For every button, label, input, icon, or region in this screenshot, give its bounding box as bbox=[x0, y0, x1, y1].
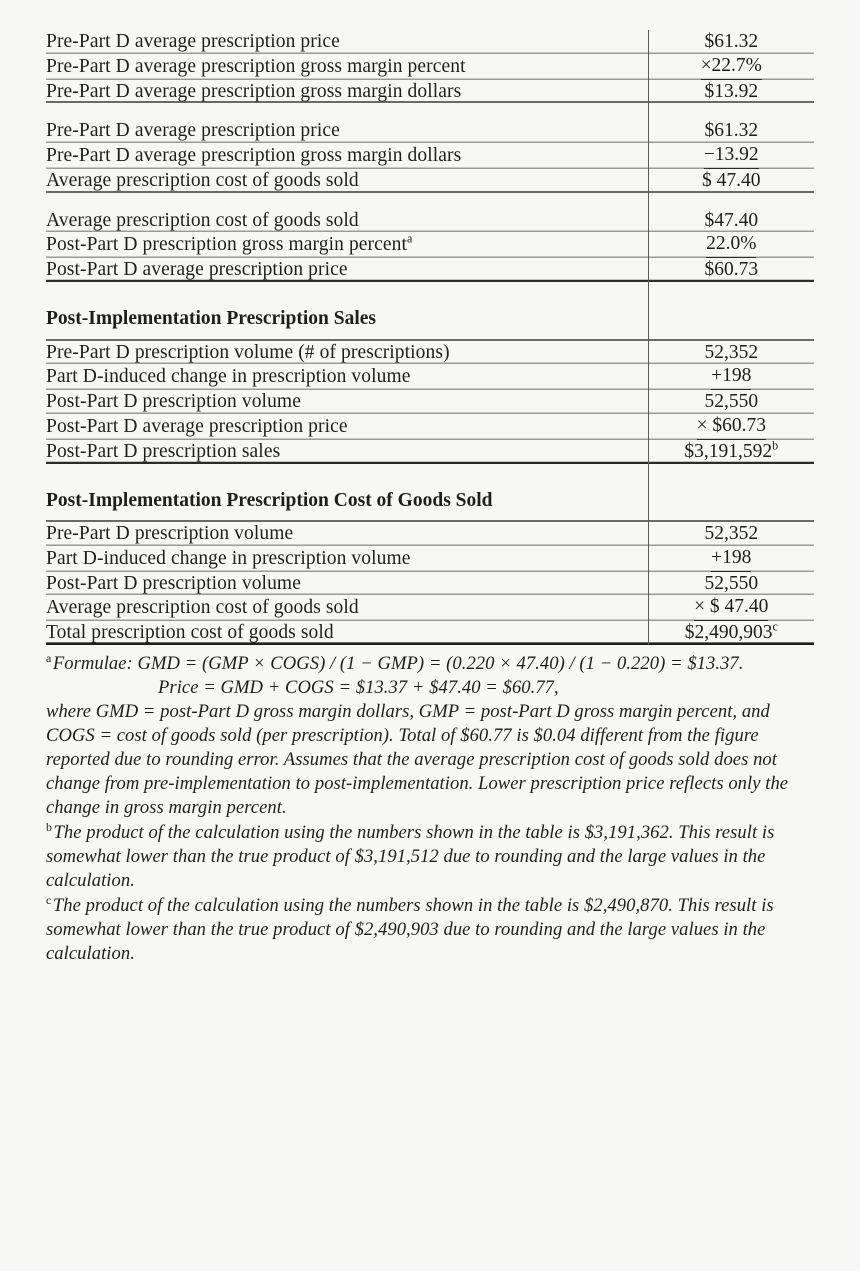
row-value-text: ×22.7% bbox=[701, 54, 762, 80]
footnote-reference-icon: a bbox=[407, 231, 413, 246]
group-spacer-value-cell bbox=[648, 103, 814, 119]
row-value bbox=[648, 621, 814, 645]
table-row bbox=[46, 595, 814, 621]
row-value bbox=[648, 169, 814, 193]
row-label: Part D-induced change in prescription volume bbox=[46, 364, 648, 390]
section-header-label: Post-Implementation Prescription Sales bbox=[46, 298, 648, 341]
row-value bbox=[648, 414, 814, 440]
table-row bbox=[46, 390, 814, 414]
row-value-text: 52,352 bbox=[704, 523, 759, 545]
footnote-b bbox=[46, 821, 818, 893]
section-header-row bbox=[46, 298, 814, 341]
row-label: Pre-Part D average prescription gross margin dollars bbox=[46, 143, 648, 169]
row-label: Pre-Part D average prescription gross margin percent bbox=[46, 54, 648, 80]
table-row bbox=[46, 169, 814, 193]
table-row bbox=[46, 522, 814, 546]
footnote-c-marker: c bbox=[46, 892, 52, 907]
group-spacer bbox=[46, 282, 814, 298]
footnote-a-marker: a bbox=[46, 650, 52, 665]
table-row bbox=[46, 209, 814, 233]
row-value-text: $60.73 bbox=[704, 259, 759, 281]
table-row bbox=[46, 621, 814, 645]
row-value-text: × $ 47.40 bbox=[694, 595, 768, 621]
group-spacer-label-cell bbox=[46, 464, 648, 480]
group-spacer bbox=[46, 103, 814, 119]
row-label: Post-Part D prescription sales bbox=[46, 440, 648, 464]
row-value bbox=[648, 364, 814, 390]
table-row bbox=[46, 119, 814, 143]
row-value bbox=[648, 341, 814, 365]
footnote-a-formula-line-1: Formulae: GMD = (GMP × COGS) / (1 − GMP) = (0.220 × 47.40) / (1 − 0.220) = $13.37. bbox=[52, 652, 744, 674]
row-value bbox=[648, 80, 814, 104]
row-value bbox=[648, 258, 814, 282]
group-spacer bbox=[46, 464, 814, 480]
footnote-c-body: The product of the calculation using the numbers shown in the table is $2,490,870. This result is somewhat lower than the true product of $2,490,903 due to rounding and the large values in the calculation. bbox=[46, 894, 774, 964]
table-row bbox=[46, 572, 814, 596]
table-row bbox=[46, 30, 814, 54]
row-value-text: $2,490,903 bbox=[684, 622, 773, 644]
row-label: Post-Part D prescription volume bbox=[46, 572, 648, 596]
table-row bbox=[46, 143, 814, 169]
footnote-b-body: The product of the calculation using the numbers shown in the table is $3,191,362. This result is somewhat lower than the true product of $3,191,512 due to rounding and the large values in the calculation. bbox=[46, 821, 775, 891]
row-label: Pre-Part D prescription volume bbox=[46, 522, 648, 546]
table-row bbox=[46, 364, 814, 390]
table-row bbox=[46, 54, 814, 80]
table-row bbox=[46, 546, 814, 572]
row-label: Post-Part D average prescription price bbox=[46, 258, 648, 282]
row-value bbox=[648, 572, 814, 596]
footnote-a bbox=[46, 652, 818, 820]
footnote-a-body: where GMD = post-Part D gross margin dollars, GMP = post-Part D gross margin percent, and COGS = cost of goods sold (per prescription). Total of $60.77 is $0.04 different from the figure reported due to rounding error. Assumes that the average prescription cost of goods sold does not change from pre-implementation to post-implementation. Lower prescription price reflects only the change in gross margin percent. bbox=[46, 700, 789, 818]
row-label: Pre-Part D prescription volume (# of prescriptions) bbox=[46, 341, 648, 365]
table-row bbox=[46, 414, 814, 440]
section-header-value-cell bbox=[648, 298, 814, 341]
group-spacer-label-cell bbox=[46, 282, 648, 298]
row-value bbox=[648, 30, 814, 54]
row-value-text: $47.40 bbox=[704, 209, 759, 231]
row-label: Average prescription cost of goods sold bbox=[46, 209, 648, 233]
row-value bbox=[648, 440, 814, 464]
footnote-b-marker: b bbox=[46, 819, 52, 834]
row-value bbox=[648, 54, 814, 80]
row-value-text: −13.92 bbox=[704, 143, 759, 169]
group-spacer-label-cell bbox=[46, 193, 648, 209]
row-value-text: $61.32 bbox=[704, 120, 759, 142]
row-label: Post-Part D average prescription price bbox=[46, 414, 648, 440]
footnote-a-formula-line-2: Price = GMD + COGS = $13.37 + $47.40 = $60.77, bbox=[158, 676, 559, 698]
row-label: Post-Part D prescription volume bbox=[46, 390, 648, 414]
row-value-text: 52,550 bbox=[704, 391, 759, 413]
row-value bbox=[648, 209, 814, 233]
row-label: Average prescription cost of goods sold bbox=[46, 595, 648, 621]
row-value-text: +198 bbox=[711, 364, 751, 390]
group-spacer-value-cell bbox=[648, 193, 814, 209]
row-value-text: $13.92 bbox=[704, 80, 759, 102]
row-value-text: $ 47.40 bbox=[702, 169, 761, 191]
table-body bbox=[46, 30, 814, 645]
row-label: Post-Part D prescription gross margin percent$^a$ bbox=[46, 232, 648, 258]
section-header-row bbox=[46, 480, 814, 523]
footnote-reference-icon: c bbox=[772, 619, 778, 634]
footnote-c bbox=[46, 894, 818, 966]
table-row bbox=[46, 232, 814, 258]
footnotes-block bbox=[46, 652, 818, 966]
group-spacer-label-cell bbox=[46, 103, 648, 119]
table-row bbox=[46, 80, 814, 104]
row-label: Total prescription cost of goods sold bbox=[46, 621, 648, 645]
row-label: Pre-Part D average prescription price bbox=[46, 30, 648, 54]
row-value-text: $61.32 bbox=[704, 31, 759, 52]
row-value bbox=[648, 143, 814, 169]
group-spacer-value-cell bbox=[648, 464, 814, 480]
row-value bbox=[648, 390, 814, 414]
section-header-value-cell bbox=[648, 480, 814, 523]
group-spacer bbox=[46, 193, 814, 209]
row-value bbox=[648, 546, 814, 572]
row-value-text: 52,352 bbox=[704, 341, 759, 363]
row-label: Pre-Part D average prescription gross margin dollars bbox=[46, 80, 648, 104]
row-value-text: × $60.73 bbox=[697, 414, 767, 440]
row-value-text: 22.0% bbox=[706, 232, 756, 258]
table-row bbox=[46, 258, 814, 282]
row-label: Pre-Part D average prescription price bbox=[46, 119, 648, 143]
row-label: Part D-induced change in prescription volume bbox=[46, 546, 648, 572]
section-header-label: Post-Implementation Prescription Cost of Goods Sold bbox=[46, 480, 648, 523]
table-row bbox=[46, 341, 814, 365]
row-value bbox=[648, 522, 814, 546]
row-value-text: 52,550 bbox=[704, 572, 759, 594]
footnote-reference-icon: b bbox=[772, 438, 779, 453]
table-row bbox=[46, 440, 814, 464]
row-value bbox=[648, 232, 814, 258]
financial-table bbox=[46, 30, 814, 645]
row-value-text: $3,191,592 bbox=[684, 440, 773, 462]
row-label: Average prescription cost of goods sold bbox=[46, 169, 648, 193]
row-value bbox=[648, 119, 814, 143]
row-value-text: +198 bbox=[711, 546, 751, 572]
row-value bbox=[648, 595, 814, 621]
group-spacer-value-cell bbox=[648, 282, 814, 298]
